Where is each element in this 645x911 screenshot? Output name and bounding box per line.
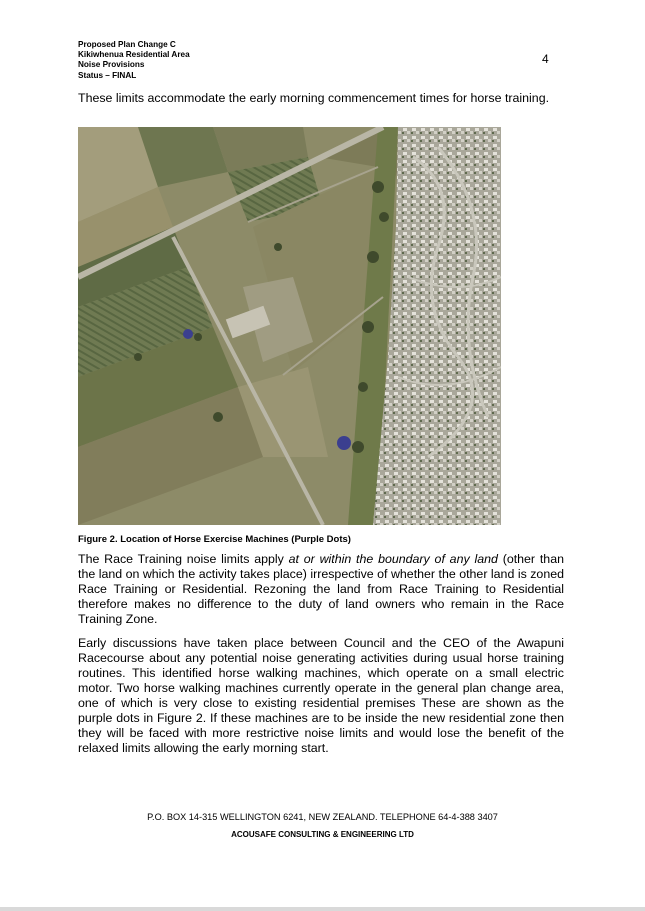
page-bottom-edge — [0, 907, 645, 911]
running-header — [78, 40, 190, 81]
race-training-paragraph — [78, 552, 564, 627]
para2-end: (other than the land on which the activity takes place) irrespective of whether the other land is zoned Race Training or Residential. Rezoning the land from Race Training to Residential therefore makes no difference to the duty of land owners who remain in the Race Training Zone. — [78, 552, 564, 626]
page-number: 4 — [542, 52, 549, 66]
header-area: Kikiwhenua Residential Area — [78, 50, 190, 60]
header-subject: Noise Provisions — [78, 60, 145, 70]
para2-italic: at or within the boundary of any land — [288, 552, 498, 566]
intro-paragraph: These limits accommodate the early morning commencement times for horse training. — [78, 91, 550, 105]
header-status: Status – FINAL — [78, 70, 137, 80]
machine-dot-1 — [183, 329, 193, 339]
header-title: Proposed Plan Change C — [78, 40, 176, 49]
footer-address: P.O. BOX 14-315 WELLINGTON 6241, NEW ZEALAND. TELEPHONE 64-4-388 3407 — [147, 812, 498, 822]
discussions-paragraph: Early discussions have taken place between Council and the CEO of the Awapuni Racecourse about any potential noise generating activities during usual horse training routines. This identified horse walking machines, which operate on a small electric motor. Two horse walking machines currently operate in the general plan change area, one of which is very close to existing residential premises These are shown as the purple dots in Figure 2. If these machines are to be inside the new residential zone then they will be faced with more restrictive noise limits and would lose the benefit of the relaxed limits allowing the early morning start. — [78, 636, 564, 755]
machine-dot-2 — [337, 436, 351, 450]
aerial-photo — [78, 127, 501, 525]
para2-start: The Race Training noise limits apply — [78, 552, 289, 566]
figure-caption: Figure 2. Location of Horse Exercise Machines (Purple Dots) — [78, 534, 351, 545]
footer-company: ACOUSAFE CONSULTING & ENGINEERING LTD — [231, 830, 414, 839]
